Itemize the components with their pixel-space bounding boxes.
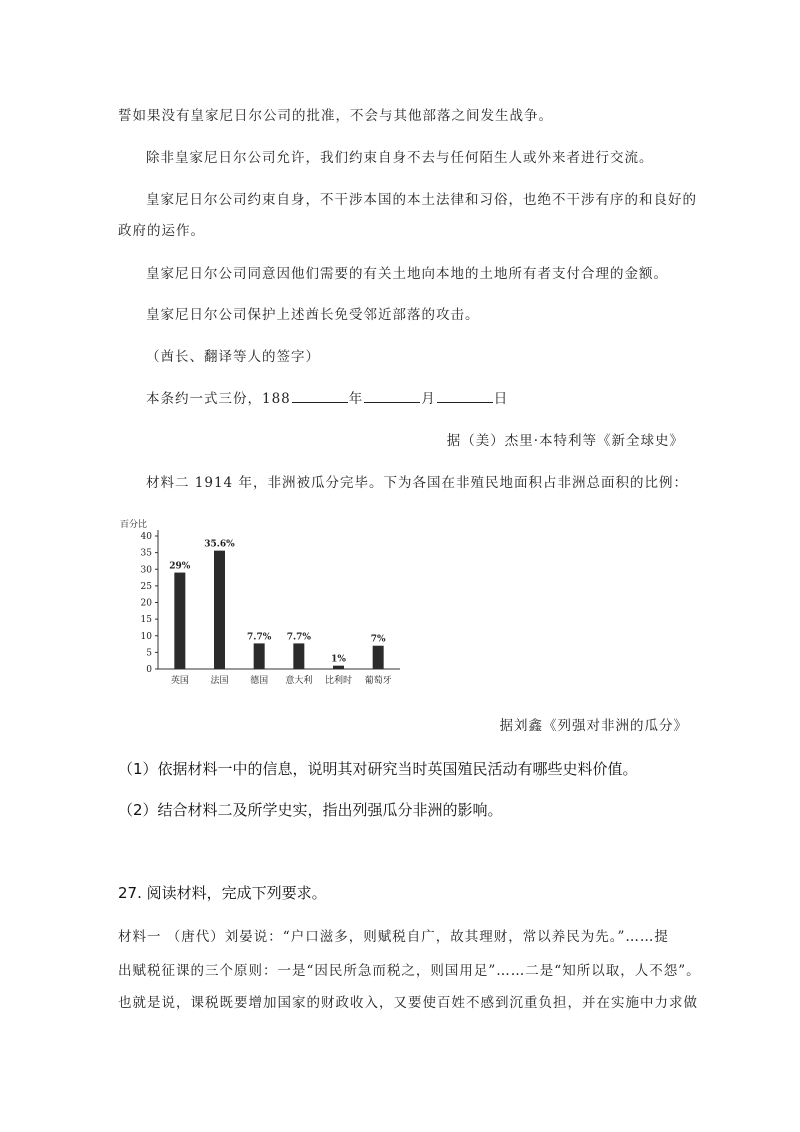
- bar-德国: [254, 643, 265, 669]
- x-tick-label: 比利时: [324, 676, 353, 686]
- y-tick-label: 25: [140, 581, 152, 592]
- treaty-date-prefix: 本条约一式三份，188: [146, 391, 291, 407]
- data-label: 7.7%: [247, 632, 272, 643]
- bar-比利时: [333, 666, 344, 669]
- data-label: 7%: [370, 634, 386, 645]
- question-27-title: 27. 阅读材料，完成下列要求。: [118, 884, 327, 902]
- treaty-line-2: 除非皇家尼日尔公司允许，我们约束自身不去与任何陌生人或外来者进行交流。: [146, 150, 654, 166]
- day-label: 日: [493, 391, 509, 407]
- treaty-line-6: 皇家尼日尔公司保护上述酋长免受邻近部落的攻击。: [146, 307, 480, 323]
- y-tick-label: 0: [146, 665, 152, 675]
- year-blank: [292, 390, 348, 403]
- month-label: 月: [421, 391, 436, 407]
- q27-material-line-3: 也就是说，课税既要增加国家的财政收入，又要使百姓不感到沉重负担，并在实施中力求做: [118, 995, 698, 1011]
- bar-葡萄牙: [373, 646, 384, 669]
- bar-法国: [214, 551, 225, 669]
- q27-material-line-2: 出赋税征课的三个原则：一是“因民所急而税之，则国用足”……二是“知所以取，人不怨”。: [118, 963, 701, 979]
- x-tick-label: 德国: [250, 676, 269, 686]
- bar-英国: [174, 573, 185, 669]
- question-2: （2）结合材料二及所学史实，指出列强瓜分非洲的影响。: [118, 801, 503, 819]
- q27-material-line-1: 材料一 （唐代）刘晏说：“户口滋多，则赋税自广，故其理财，常以养民为先。”……提: [118, 929, 669, 945]
- x-tick-label: 意大利: [285, 676, 313, 686]
- y-tick-label: 35: [140, 548, 152, 559]
- data-label: 7.7%: [286, 632, 311, 643]
- data-label: 35.6%: [204, 539, 235, 550]
- signature-note: （酋长、翻译等人的签字）: [146, 349, 320, 365]
- colonial-area-bar-chart: [118, 515, 418, 695]
- year-label: 年: [348, 391, 364, 407]
- y-tick-label: 30: [140, 565, 152, 576]
- material-one-source: 据（美）杰里·本特利等《新全球史》: [446, 433, 684, 449]
- treaty-date: [146, 387, 508, 407]
- question-1: （1）依据材料一中的信息，说明其对研究当时英国殖民活动有哪些史料价值。: [118, 760, 638, 778]
- treaty-line-3: 皇家尼日尔公司约束自身，不干涉本国的本土法律和习俗，也绝不干涉有序的和良好的: [146, 192, 697, 208]
- material-two-intro: 材料二 1914 年，非洲被瓜分完毕。下为各国在非殖民地面积占非洲总面积的比例：: [146, 475, 688, 491]
- data-label: 1%: [331, 654, 346, 665]
- y-tick-label: 10: [140, 631, 152, 642]
- y-tick-label: 5: [146, 648, 152, 659]
- bar-意大利: [293, 643, 304, 669]
- x-tick-label: 英国: [170, 676, 189, 686]
- day-blank: [437, 390, 493, 403]
- x-tick-label: 法国: [210, 676, 229, 686]
- y-tick-label: 20: [140, 598, 152, 609]
- y-tick-label: 15: [140, 615, 152, 626]
- treaty-line-4: 政府的运作。: [118, 223, 205, 239]
- data-label: 29%: [169, 561, 191, 572]
- y-axis-label: 百分比: [120, 520, 148, 530]
- treaty-line-1: 誓如果没有皇家尼日尔公司的批准，不会与其他部落之间发生战争。: [118, 108, 553, 124]
- material-two-source: 据刘鑫《列强对非洲的瓜分》: [499, 718, 688, 734]
- x-tick-label: 葡萄牙: [364, 676, 392, 686]
- treaty-line-5: 皇家尼日尔公司同意因他们需要的有关土地向本地的土地所有者支付合理的金额。: [146, 266, 668, 282]
- month-blank: [364, 390, 420, 403]
- y-tick-label: 40: [140, 532, 152, 542]
